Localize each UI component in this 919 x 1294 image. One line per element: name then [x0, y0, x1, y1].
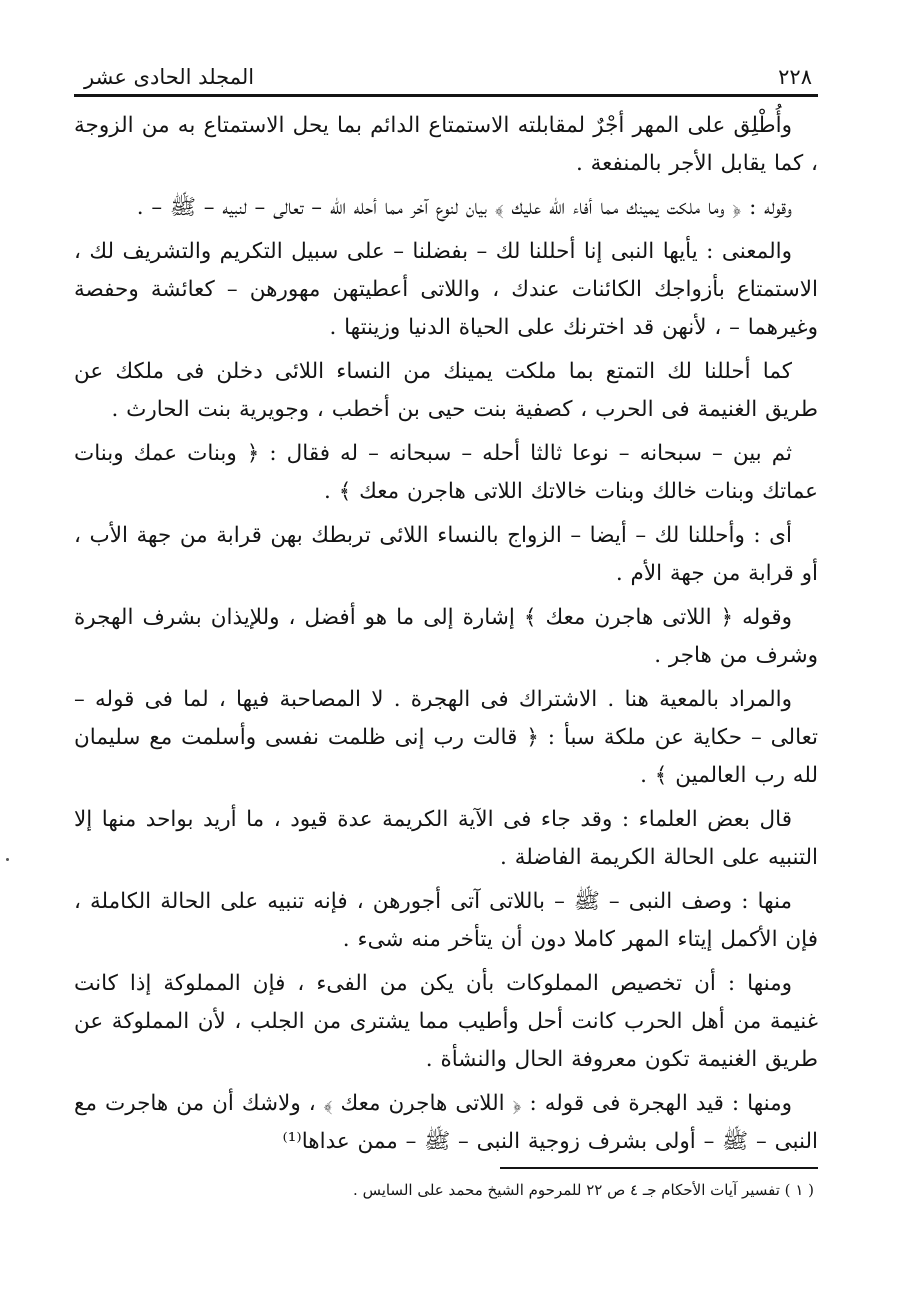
- book-page: [74, 58, 818, 1201]
- paragraph: وأُطْلِق على المهر أجْرٌ لمقابلته الاستمتاع الدائم بما يحل الاستمتاع به من الزوجة ، كما يقابل الأجر بالمنفعة .: [74, 113, 818, 176]
- footnote: ( ١ ) تفسير آيات الأحكام جـ ٤ ص ٢٢ للمرحوم الشيخ محمد على السايس .: [353, 1181, 814, 1199]
- paragraph: كما أحللنا لك التمتع بما ملكت يمينك من النساء اللائى دخلن فى ملكك عن طريق الغنيمة فى الحرب ، كصفية بنت حيى بن أخطب ، وجويرية بنت الحارث .: [74, 359, 818, 422]
- page-body: [74, 107, 818, 1161]
- volume-title: المجلد الحادى عشر: [84, 65, 255, 89]
- paragraph: أى : وأحللنا لك – أيضا – الزواج بالنساء اللائى تربطك بهن قرابة من جهة الأب ، أو قرابة من جهة الأم .: [74, 523, 818, 586]
- running-header: [74, 58, 818, 90]
- paragraph: ثم بين – سبحانه – نوعا ثالثا أحله – سبحانه – له فقال : ﴿ وبنات عمك وبنات عماتك وبنات خالك وبنات خالاتك اللاتى هاجرن معك ﴾ .: [74, 441, 818, 504]
- paragraph: والمراد بالمعية هنا . الاشتراك فى الهجرة . لا المصاحبة فيها ، لما فى قوله – تعالى – حكاية عن ملكة سبأ : ﴿ قالت رب إنى ظلمت نفسى وأسلمت مع سليمان لله رب العالمين ﴾ .: [74, 687, 818, 788]
- paragraph: ومنها : أن تخصيص المملوكات بأن يكن من الفىء ، فإن المملوكة إذا كانت غنيمة من أهل الحرب كانت أحل وأطيب مما يشترى من الجلب ، لأن المملوكة عن طريق الغنيمة تكون معروفة الحال والنشأة .: [74, 971, 818, 1072]
- paragraph: منها : وصف النبى – ﷺ – باللاتى آتى أجورهن ، فإنه تنبيه على الحالة الكاملة ، فإن الأكمل إيتاء المهر كاملا دون أن يتأخر منه شىء .: [74, 889, 818, 952]
- margin-speck: [6, 858, 9, 861]
- page-number: ٢٢٨: [778, 65, 812, 89]
- paragraph: وقوله ﴿ اللاتى هاجرن معك ﴾ إشارة إلى ما هو أفضل ، وللإيذان بشرف الهجرة وشرف من هاجر .: [74, 605, 818, 668]
- footnote-rule: [500, 1167, 818, 1169]
- paragraph: ومنها : قيد الهجرة فى قوله : ﴿ اللاتى هاجرن معك ﴾ ، ولاشك أن من هاجرت مع النبى – ﷺ – أولى بشرف زوجية النبى – ﷺ – ممن عداها⁽¹⁾: [74, 1091, 818, 1154]
- paragraph: قال بعض العلماء : وقد جاء فى الآية الكريمة عدة قيود ، ما أريد بواحد منها إلا التنبيه على الحالة الكريمة الفاضلة .: [74, 807, 818, 870]
- header-rule: [74, 94, 818, 97]
- paragraph: وقوله : ﴿ وما ملكت يمينك مما أفاء الله عليك ﴾ بيان لنوع آخر مما أحله الله – تعالى – لنبيه – ﷺ – .: [136, 195, 792, 220]
- paragraph: والمعنى : يأيها النبى إنا أحللنا لك – بفضلنا – على سبيل التكريم والتشريف لك ، الاستمتاع بأزواجك الكائنات عندك ، واللاتى أعطيتهن مهورهن – كعائشة وحفصة وغيرهما – ، لأنهن قد اخترنك على الحياة الدنيا وزينتها .: [74, 239, 818, 340]
